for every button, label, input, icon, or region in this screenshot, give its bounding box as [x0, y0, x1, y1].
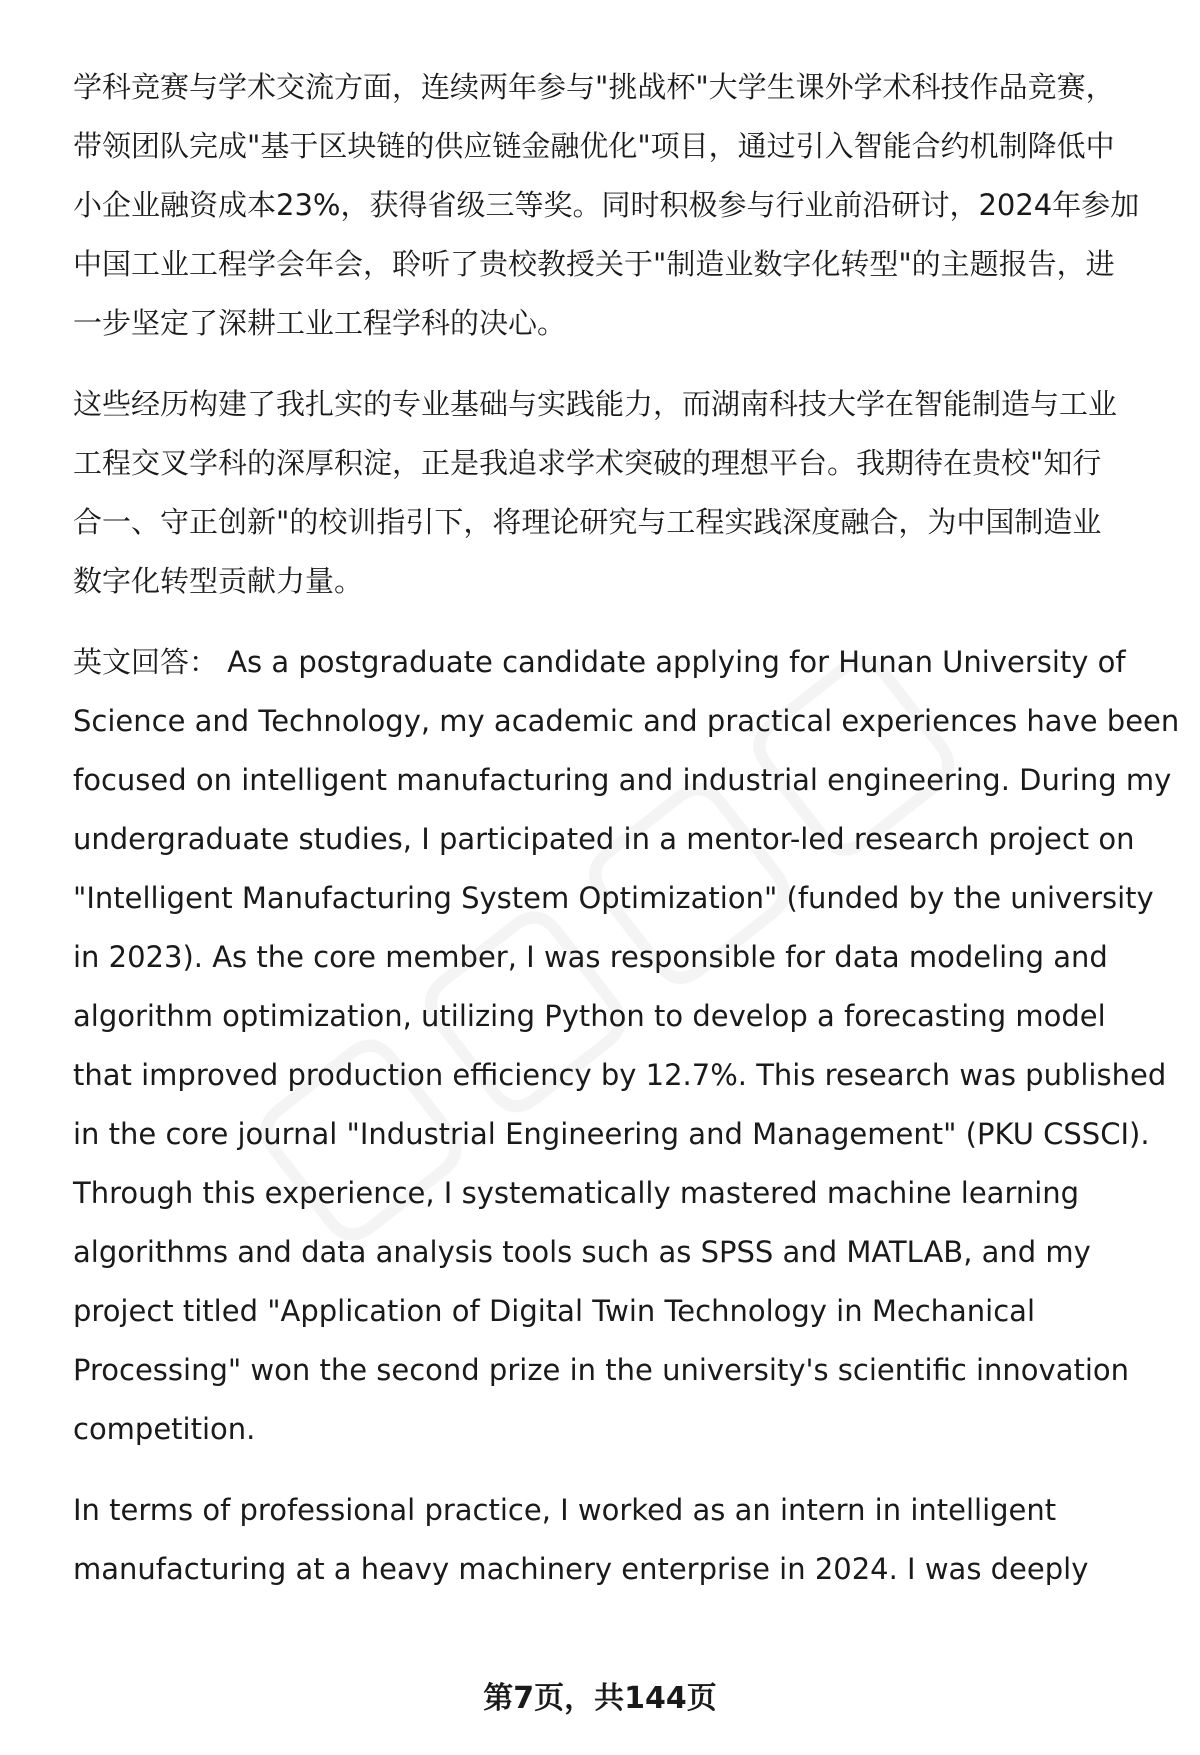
text-line: undergraduate studies, I participated in a mentor-led research project on: [73, 822, 1135, 856]
text-line: focused on intelligent manufacturing and industrial engineering. During my: [73, 763, 1172, 797]
document-body: [73, 58, 1180, 1599]
text-line: "Intelligent Manufacturing System Optimization" (funded by the university: [73, 881, 1154, 915]
text-line: algorithms and data analysis tools such as SPSS and MATLAB, and my: [73, 1235, 1091, 1269]
text-line: 英文回答： As a postgraduate candidate applying for Hunan University of: [73, 645, 1126, 679]
text-line: in 2023). As the core member, I was responsible for data modeling and: [73, 940, 1108, 974]
paragraph-english-answer: [73, 633, 1180, 1459]
text-line: competition.: [73, 1412, 256, 1446]
text-line: 数字化转型贡献力量。: [73, 564, 364, 598]
text-line: 合一、守正创新"的校训指引下，将理论研究与工程实践深度融合，为中国制造业: [73, 505, 1102, 539]
text-line: 中国工业工程学会年会，聆听了贵校教授关于"制造业数字化转型"的主题报告，进: [73, 247, 1115, 281]
text-line: 带领团队完成"基于区块链的供应链金融优化"项目，通过引入智能合约机制降低中: [73, 129, 1115, 163]
text-line: 小企业融资成本23%，获得省级三等奖。同时积极参与行业前沿研讨，2024年参加: [73, 188, 1140, 222]
text-line: Science and Technology, my academic and practical experiences have been: [73, 704, 1180, 738]
paragraph-summary: [73, 375, 1153, 611]
page-number-footer: 第7页，共144页: [483, 1681, 717, 1716]
text-line: Through this experience, I systematically mastered machine learning: [73, 1176, 1080, 1210]
paragraph-professional-practice: [73, 1481, 1153, 1599]
text-line: that improved production efficiency by 12.7%. This research was published: [73, 1058, 1167, 1092]
text-line: algorithm optimization, utilizing Python to develop a forecasting model: [73, 999, 1106, 1033]
text-line: 工程交叉学科的深厚积淀，正是我追求学术突破的理想平台。我期待在贵校"知行: [73, 446, 1102, 480]
text-line: manufacturing at a heavy machinery enterprise in 2024. I was deeply: [73, 1552, 1089, 1586]
text-line: project titled "Application of Digital Twin Technology in Mechanical: [73, 1294, 1035, 1328]
text-line: 一步坚定了深耕工业工程学科的决心。: [73, 306, 567, 340]
text-line: 这些经历构建了我扎实的专业基础与实践能力，而湖南科技大学在智能制造与工业: [73, 387, 1118, 421]
text-line: in the core journal "Industrial Engineering and Management" (PKU CSSCI).: [73, 1117, 1150, 1151]
text-line: Processing" won the second prize in the university's scientific innovation: [73, 1353, 1130, 1387]
text-line: 学科竞赛与学术交流方面，连续两年参与"挑战杯"大学生课外学术科技作品竞赛，: [73, 70, 1115, 104]
text-line: In terms of professional practice, I worked as an intern in intelligent: [73, 1493, 1057, 1527]
paragraph-competitions: [73, 58, 1153, 353]
